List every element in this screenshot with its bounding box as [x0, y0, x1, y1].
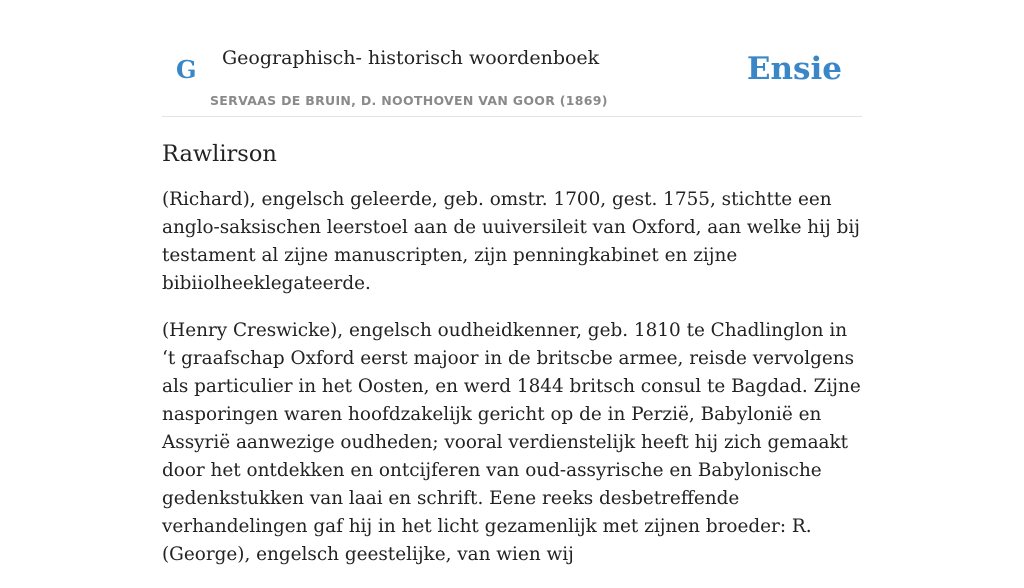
entry-title: Rawlirson [162, 141, 277, 167]
ensie-logo-link[interactable]: Ensie [746, 51, 842, 87]
entry-paragraph: (Richard), engelsch geleerde, geb. omstr. 1700, gest. 1755, stichtte een anglo-saksischen leerstoel aan de uuiversileit van Oxford, aan welke hij bij testament al zijne manuscripten, zijn penningkabinet en zijne bibiiolheeklegateerde. [162, 189, 860, 294]
book-title-link[interactable]: Geographisch- historisch woordenboek [222, 47, 600, 69]
book-authors: SERVAAS DE BRUIN, D. NOOTHOVEN VAN GOOR (1869) [210, 93, 608, 108]
book-logo-icon[interactable]: G [176, 55, 197, 84]
entry-content [162, 136, 862, 588]
header [162, 0, 862, 117]
entry-paragraph: (Henry Creswicke), engelsch oudheidkenner, geb. 1810 te Chadlinglon in ‘t graafschap Oxford eerst majoor in de britscbe armee, reisde vervolgens als particulier in het Oosten, en werd 1844 britsch consul te Bagdad. Zijne nasporingen waren hoofdzakelijk gericht op de in Perzië, Babylonië en Assyrië aanwezige oudheden; vooral verdienstelijk heeft hij zich gemaakt door het ontdekken en ontcijferen van oud-assyrische en Babylonische gedenkstukken van laai en schrift. Eene reeks desbetreffende verhandelingen gaf hij in het licht gezamenlijk met zijnen broeder: R. (George), engelsch geestelijke, van wien wij [162, 320, 861, 565]
